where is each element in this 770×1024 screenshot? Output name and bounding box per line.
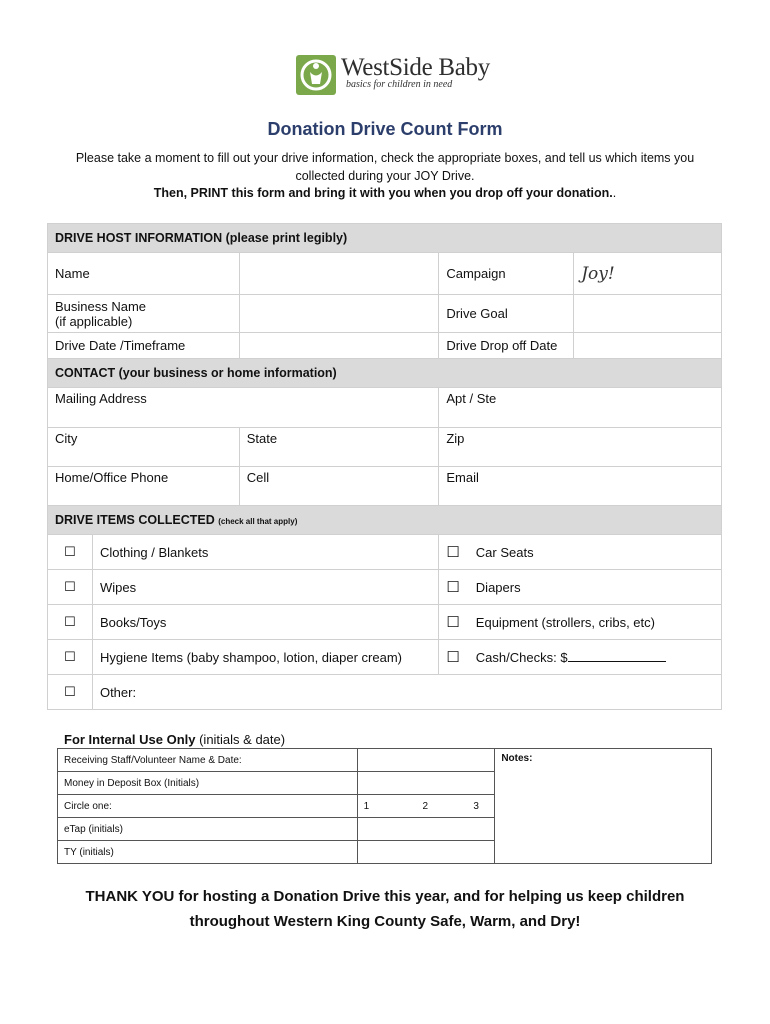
name-field[interactable] xyxy=(239,253,439,295)
logo-name: WestSide Baby xyxy=(341,54,490,81)
checkbox-books[interactable]: ☐ xyxy=(48,605,93,640)
state-field[interactable]: State xyxy=(239,428,439,467)
family-icon xyxy=(296,55,336,95)
drive-form-table xyxy=(47,223,722,710)
checkbox-wipes[interactable]: ☐ xyxy=(48,570,93,605)
circle-one-label: Circle one: xyxy=(58,795,358,818)
date-label: Drive Date /Timeframe xyxy=(48,333,240,359)
zip-field[interactable]: Zip xyxy=(439,428,722,467)
checkbox-cash[interactable]: ☐ xyxy=(446,649,460,666)
instruction-text: Then, PRINT this form and bring it with you when you drop off your donation.. xyxy=(153,186,617,200)
item-right-equipment: ☐ Equipment (strollers, cribs, etc) xyxy=(439,605,722,640)
ty-label: TY (initials) xyxy=(58,841,358,864)
business-field[interactable] xyxy=(239,295,439,333)
item-right-cash: ☐ Cash/Checks: $ xyxy=(439,640,722,675)
checkbox-equipment[interactable]: ☐ xyxy=(446,614,460,631)
name-label: Name xyxy=(48,253,240,295)
item-label: Books/Toys xyxy=(92,605,438,640)
item-right-diapers: ☐ Diapers xyxy=(439,570,722,605)
checkbox-clothing[interactable]: ☐ xyxy=(48,535,93,570)
contact-section-heading: CONTACT (your business or home information) xyxy=(48,359,722,388)
logo-tagline: basics for children in need xyxy=(346,79,453,90)
goal-field[interactable] xyxy=(574,295,722,333)
email-field[interactable]: Email xyxy=(439,467,722,506)
item-label: Hygiene Items (baby shampoo, lotion, diaper cream) xyxy=(92,640,438,675)
money-deposit-field[interactable] xyxy=(357,772,495,795)
phone-field[interactable]: Home/Office Phone xyxy=(48,467,240,506)
thank-you-message: THANK YOU for hosting a Donation Drive this year, and for helping us keep children throughout Western King County Safe, Warm, and Dry! xyxy=(85,888,685,930)
internal-use-table xyxy=(57,748,712,864)
money-deposit-label: Money in Deposit Box (Initials) xyxy=(58,772,358,795)
ty-field[interactable] xyxy=(357,841,495,864)
page-title: Donation Drive Count Form xyxy=(267,119,503,139)
city-field[interactable]: City xyxy=(48,428,240,467)
cash-amount-line[interactable] xyxy=(568,649,666,662)
dropoff-label: Drive Drop off Date xyxy=(439,333,574,359)
campaign-value: Joy! xyxy=(581,263,615,284)
receiving-staff-label: Receiving Staff/Volunteer Name & Date: xyxy=(58,749,358,772)
item-label: Wipes xyxy=(92,570,438,605)
etap-label: eTap (initials) xyxy=(58,818,358,841)
circle-one-options[interactable] xyxy=(357,795,495,818)
checkbox-car-seats[interactable]: ☐ xyxy=(446,544,460,561)
circle-option-3[interactable]: 3 xyxy=(473,800,479,812)
campaign-label: Campaign xyxy=(439,253,574,295)
items-section-heading: DRIVE ITEMS COLLECTED (check all that apply) xyxy=(48,506,722,535)
checkbox-other[interactable]: ☐ xyxy=(48,675,93,710)
receiving-staff-field[interactable] xyxy=(357,749,495,772)
date-field[interactable] xyxy=(239,333,439,359)
circle-option-2[interactable]: 2 xyxy=(422,800,429,812)
dropoff-field[interactable] xyxy=(574,333,722,359)
etap-field[interactable] xyxy=(357,818,495,841)
apt-field[interactable]: Apt / Ste xyxy=(439,388,722,428)
intro-text: Please take a moment to fill out your drive information, check the appropriate boxes, and tell us which items you collected during your JOY Drive. xyxy=(75,151,695,183)
business-label: Business Name (if applicable) xyxy=(48,295,240,333)
cell-field[interactable]: Cell xyxy=(239,467,439,506)
internal-use-label: For Internal Use Only (initials & date) xyxy=(64,732,286,747)
item-label: Clothing / Blankets xyxy=(92,535,438,570)
host-section-heading: DRIVE HOST INFORMATION (please print legibly) xyxy=(48,224,722,253)
notes-box[interactable]: Notes: xyxy=(495,749,712,864)
mailing-field[interactable]: Mailing Address xyxy=(48,388,439,428)
item-right-car-seats: ☐ Car Seats xyxy=(439,535,722,570)
checkbox-hygiene[interactable]: ☐ xyxy=(48,640,93,675)
checkbox-diapers[interactable]: ☐ xyxy=(446,579,460,596)
goal-label: Drive Goal xyxy=(439,295,574,333)
logo-mark xyxy=(296,55,336,95)
circle-option-1[interactable]: 1 xyxy=(363,800,370,812)
item-label-other: Other: xyxy=(92,675,721,710)
campaign-field[interactable] xyxy=(574,253,722,295)
